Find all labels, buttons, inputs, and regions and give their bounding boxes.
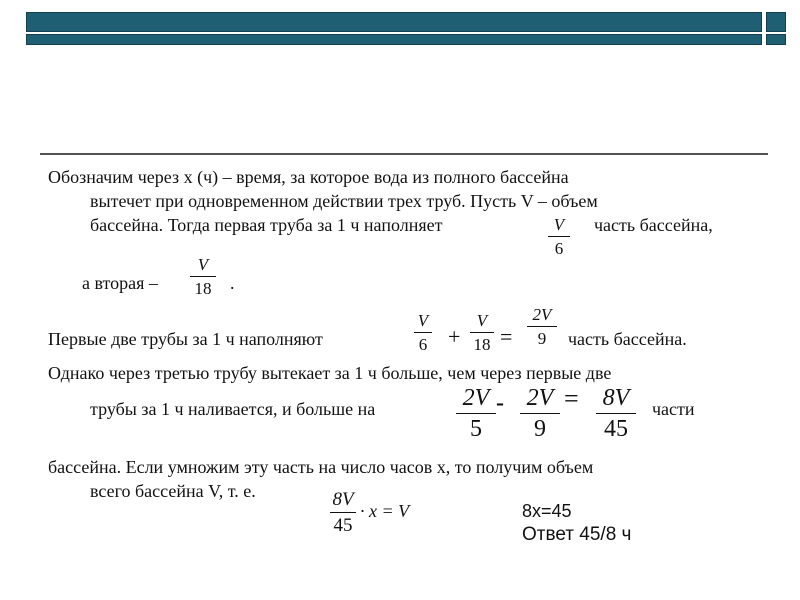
- equals-sign: =: [500, 324, 513, 349]
- denominator: 6: [418, 335, 428, 354]
- header-square: [766, 12, 786, 32]
- text-line-5b: часть бассейна.: [568, 329, 687, 349]
- numerator: V: [417, 311, 429, 330]
- answer-equation: 8x=45: [522, 501, 572, 521]
- fraction-2v-9: [527, 306, 557, 347]
- numerator: 2V: [462, 385, 490, 411]
- text-line-7: трубы за 1 ч наливается, и больше на: [90, 399, 376, 419]
- fraction-2v-9-diff: [520, 386, 560, 441]
- denominator: 18: [473, 335, 491, 354]
- fraction-v-6-sum: [414, 312, 432, 353]
- fraction-v-18: [190, 256, 216, 297]
- numerator: 8V: [602, 385, 630, 411]
- numerator: V: [553, 215, 565, 234]
- header-bar-thin: [26, 34, 762, 45]
- denominator: 45: [604, 416, 628, 442]
- equals-sign-diff: =: [564, 384, 579, 413]
- text-line-3: бассейна. Тогда первая труба за 1 ч наполняет: [90, 215, 443, 235]
- denominator: 9: [537, 329, 547, 348]
- numerator: 8V: [332, 489, 354, 510]
- denominator: 18: [194, 279, 212, 298]
- text-line-4: а вторая –: [82, 273, 158, 293]
- header-square-small: [766, 34, 786, 45]
- horizontal-rule: [40, 153, 768, 155]
- denominator: 9: [534, 416, 546, 442]
- numerator: 2V: [526, 385, 554, 411]
- fraction-v-6: [548, 216, 570, 257]
- text-line-7b: части: [652, 399, 695, 419]
- denominator: 6: [554, 239, 564, 258]
- denominator: 5: [470, 416, 482, 442]
- minus-sign: -: [496, 390, 504, 416]
- text-line-2: вытечет при одновременном действии трех труб. Пусть V – объем: [90, 191, 598, 211]
- text-line-6: Однако через третью трубу вытекает за 1 ч больше, чем через первые две: [48, 363, 612, 383]
- header-bar: [26, 12, 762, 32]
- numerator: V: [197, 255, 209, 274]
- numerator: V: [476, 311, 488, 330]
- fraction-8v-45-final: [330, 490, 356, 535]
- text-line-3b: часть бассейна,: [594, 215, 713, 235]
- numerator: 2V: [532, 305, 552, 324]
- fraction-v-18-sum: [470, 312, 494, 353]
- text-line-1: Обозначим через х (ч) – время, за которое вода из полного бассейна: [48, 167, 569, 187]
- answer-result: Ответ 45/8 ч: [522, 524, 632, 545]
- plus-sign: +: [448, 324, 461, 349]
- denominator: 45: [333, 515, 353, 536]
- text-line-4b: .: [230, 273, 235, 293]
- text-line-8: бассейна. Если умножим эту часть на число часов х, то получим объем: [48, 457, 594, 477]
- final-equation-rest: · x = V: [360, 501, 410, 521]
- fraction-2v-5: [456, 386, 496, 441]
- text-line-5: Первые две трубы за 1 ч наполняют: [48, 329, 323, 349]
- fraction-8v-45: [596, 386, 636, 441]
- text-line-9: всего бассейна V, т. е.: [90, 481, 256, 501]
